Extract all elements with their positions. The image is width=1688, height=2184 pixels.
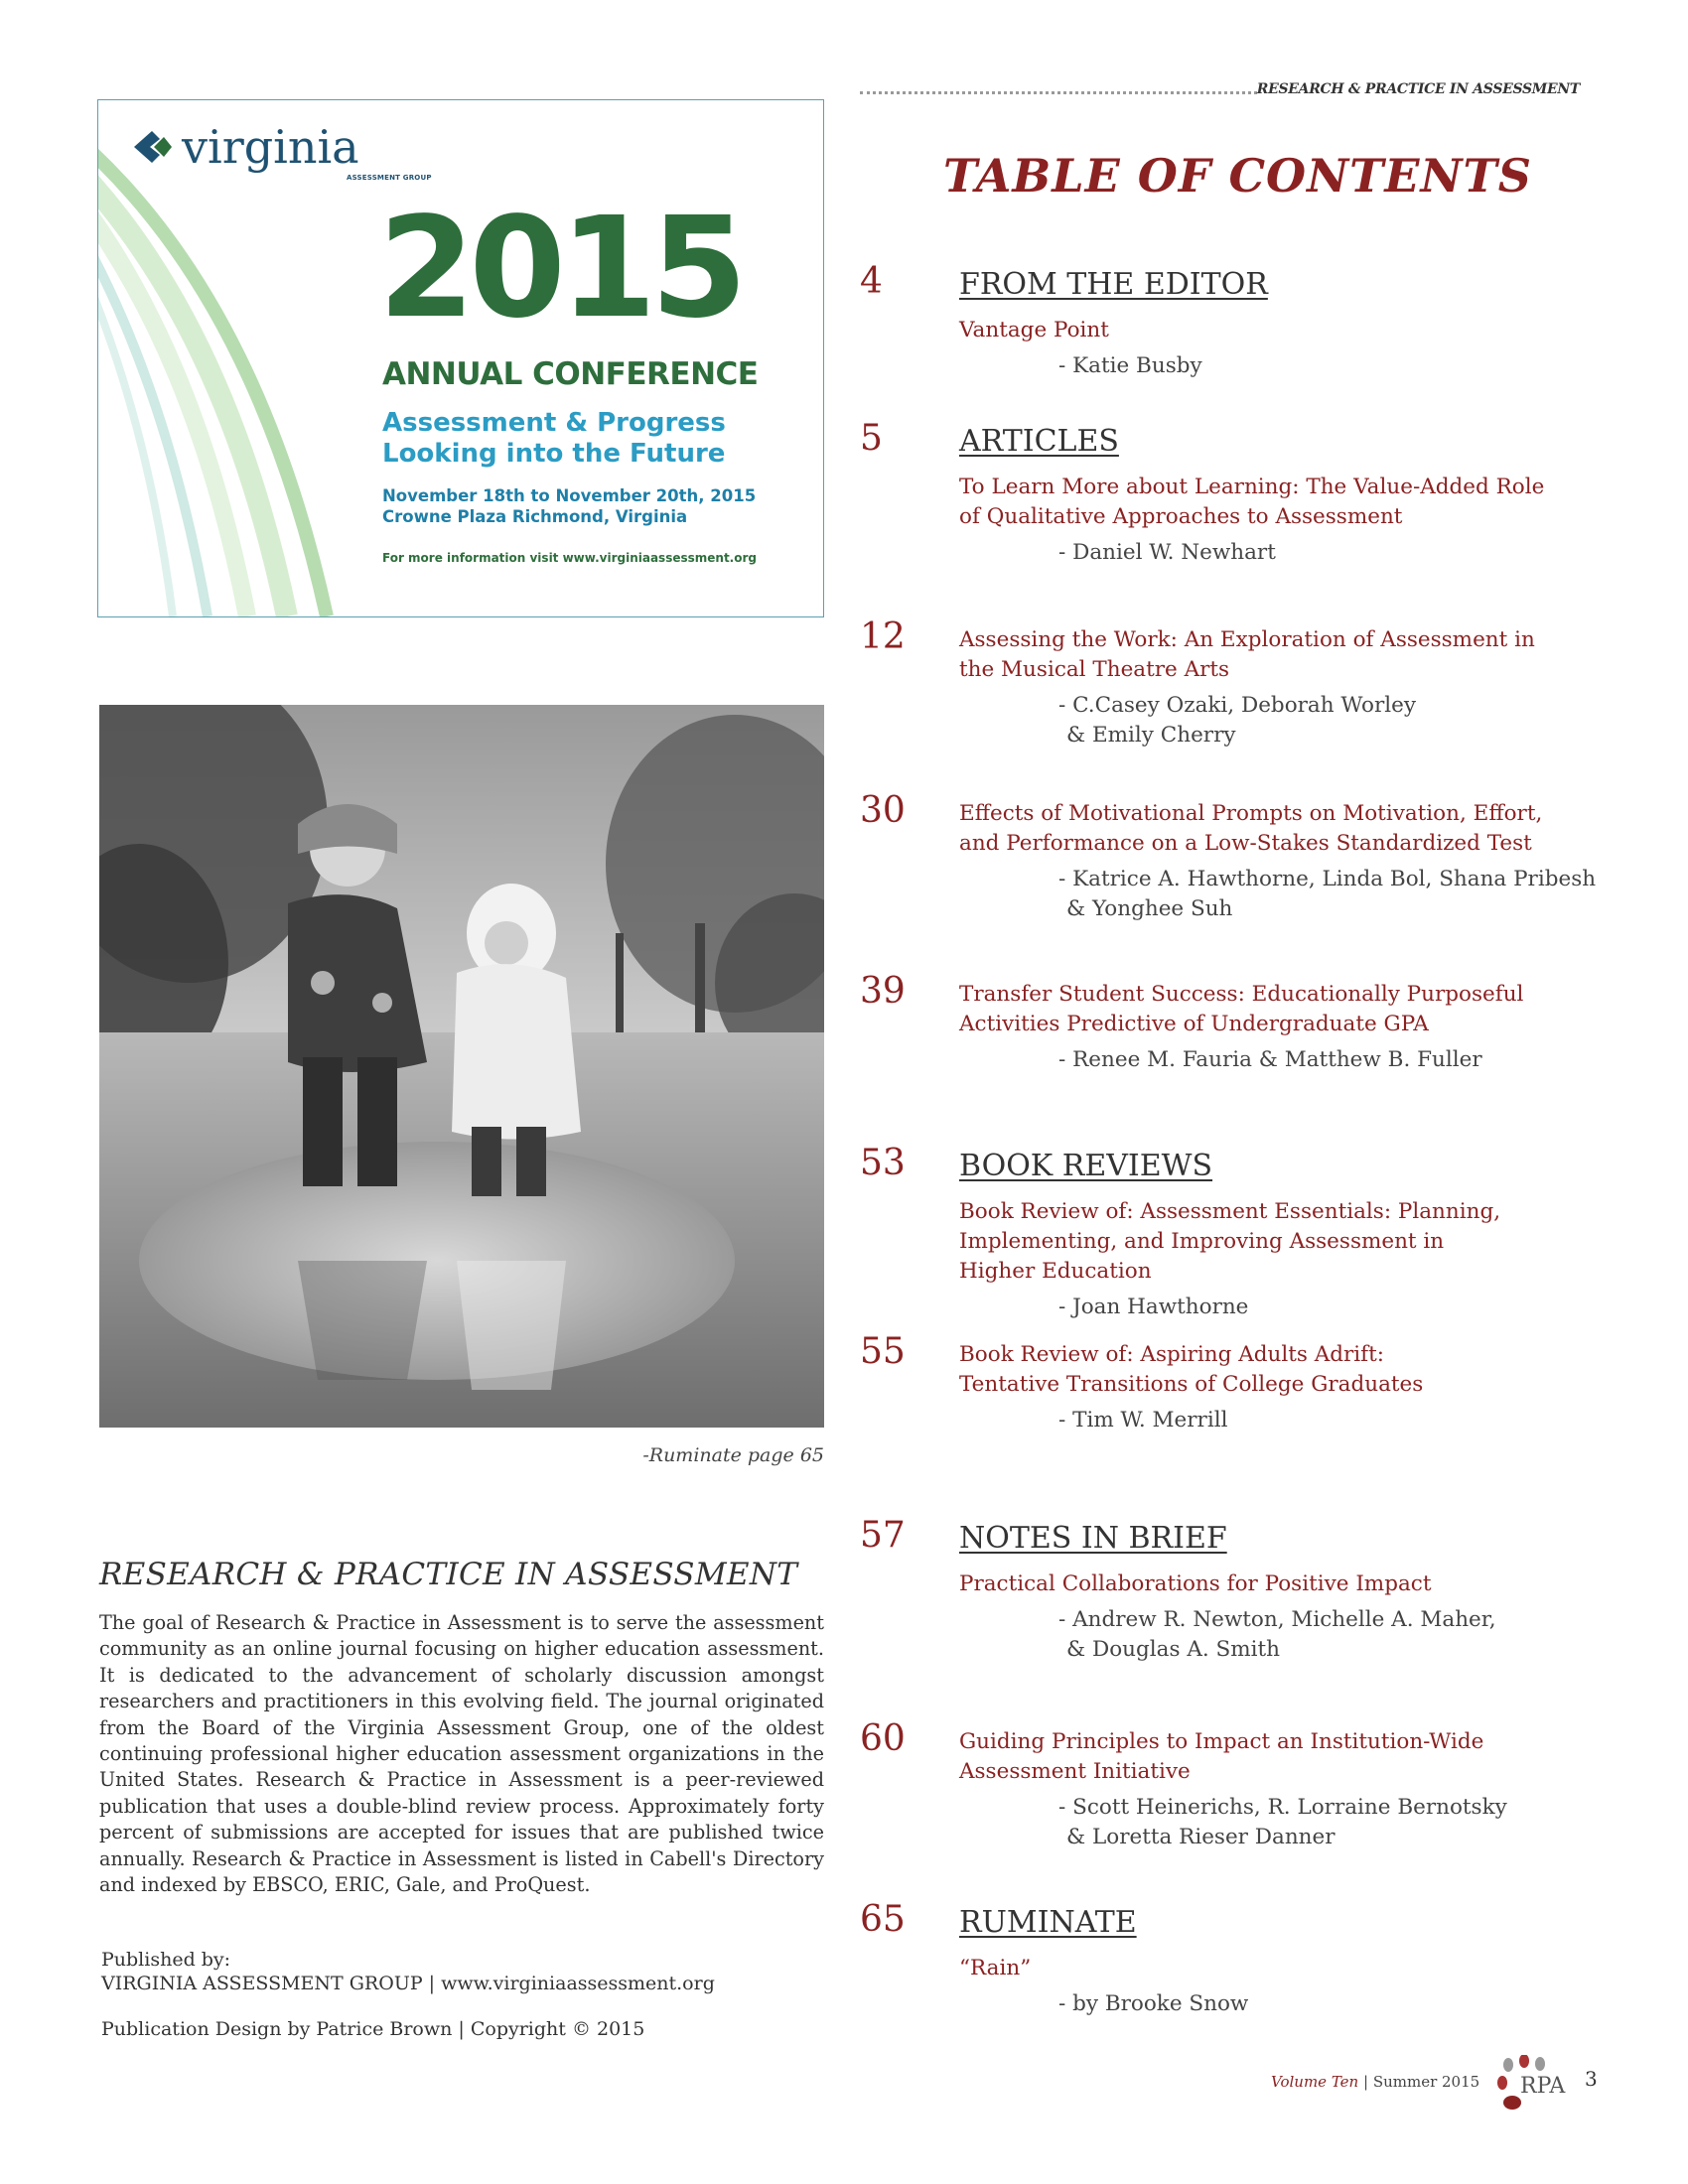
- running-header: [860, 81, 1580, 101]
- toc-article-title-line: Activities Predictive of Undergraduate GPA: [959, 1012, 1429, 1036]
- toc-article-title[interactable]: [959, 1197, 1595, 1287]
- toc-authors: [1058, 865, 1615, 924]
- toc-article-title-line: the Musical Theatre Arts: [959, 657, 1230, 682]
- toc-author-line: & Loretta Rieser Danner: [1066, 1825, 1336, 1849]
- toc-page-number: 65: [860, 1899, 906, 1940]
- theme-line-2: Looking into the Future: [382, 439, 726, 469]
- design-credits: Publication Design by Patrice Brown | Copyright © 2015: [101, 2018, 645, 2040]
- toc-author-line: - Scott Heinerichs, R. Lorraine Bernotsky: [1058, 1795, 1507, 1820]
- children-in-rain-photo: [99, 705, 824, 1428]
- conference-details: [382, 485, 756, 527]
- published-by-label: Published by:: [101, 1949, 231, 1971]
- toc-authors: [1058, 691, 1615, 751]
- conference-ad: [97, 99, 824, 617]
- toc-author-line: - Daniel W. Newhart: [1058, 540, 1276, 565]
- toc-page-number: 5: [860, 418, 883, 459]
- theme-line-1: Assessment & Progress: [382, 408, 726, 438]
- toc-article-title-line: of Qualitative Approaches to Assessment: [959, 504, 1403, 529]
- toc-author-line: - Renee M. Fauria & Matthew B. Fuller: [1058, 1047, 1482, 1072]
- virginia-logo-icon: [130, 125, 174, 169]
- toc-page-number: 4: [860, 261, 883, 302]
- header-dotted-rule: [860, 91, 1257, 94]
- toc-section-heading: FROM THE EDITOR: [959, 267, 1268, 302]
- toc-authors: [1058, 1605, 1615, 1665]
- toc-article-title[interactable]: [959, 1954, 1595, 1983]
- toc-article-title[interactable]: [959, 316, 1595, 345]
- toc-author-line: - Katrice A. Hawthorne, Linda Bol, Shana Pribesh: [1058, 867, 1597, 891]
- toc-section-heading: NOTES IN BRIEF: [959, 1521, 1227, 1556]
- toc-article-title-line: and Performance on a Low-Stakes Standardized Test: [959, 831, 1532, 856]
- toc-section-heading: BOOK REVIEWS: [959, 1149, 1213, 1183]
- toc-article-title-line: Assessing the Work: An Exploration of Assessment in: [959, 627, 1535, 652]
- toc-author-line: - by Brooke Snow: [1058, 1991, 1249, 2016]
- toc-page-number: 57: [860, 1515, 906, 1556]
- toc-page-number: 53: [860, 1143, 906, 1183]
- toc-article-title-line: Transfer Student Success: Educationally Purposeful: [959, 982, 1524, 1007]
- toc-article-title[interactable]: [959, 1727, 1595, 1787]
- toc-article-title-line: To Learn More about Learning: The Value-Added Role: [959, 475, 1545, 499]
- toc-article-title[interactable]: [959, 980, 1595, 1039]
- rpa-logo: [1494, 2055, 1574, 2115]
- toc-authors: [1058, 1793, 1615, 1852]
- toc-article-title-line: Guiding Principles to Impact an Institution-Wide: [959, 1729, 1484, 1754]
- page-number: 3: [1585, 2067, 1598, 2091]
- toc-article-title-line: Assessment Initiative: [959, 1759, 1191, 1784]
- toc-page-number: 39: [860, 971, 906, 1012]
- toc-author-line: & Emily Cherry: [1066, 723, 1236, 748]
- running-head-text: RESEARCH & PRACTICE IN ASSESSMENT: [1256, 81, 1580, 97]
- ruminate-photo: [99, 705, 824, 1428]
- toc-authors: [1058, 1045, 1615, 1075]
- toc-page-number: 30: [860, 790, 906, 831]
- toc-article-title-line: Vantage Point: [959, 318, 1109, 342]
- photo-caption: -Ruminate page 65: [642, 1444, 824, 1466]
- toc-author-line: - Andrew R. Newton, Michelle A. Maher,: [1058, 1607, 1496, 1632]
- toc-authors: [1058, 351, 1615, 381]
- toc-author-line: - Joan Hawthorne: [1058, 1295, 1249, 1319]
- virginia-logo: [130, 120, 359, 174]
- toc-authors: [1058, 1293, 1615, 1322]
- toc-section-heading: RUMINATE: [959, 1905, 1137, 1940]
- publisher-block: [101, 1948, 715, 1995]
- toc-author-line: - C.Casey Ozaki, Deborah Worley: [1058, 693, 1417, 718]
- publisher-name-link[interactable]: VIRGINIA ASSESSMENT GROUP | www.virginiaassessment.org: [101, 1973, 715, 1994]
- conference-year: 2015: [378, 188, 742, 349]
- conference-venue: Crowne Plaza Richmond, Virginia: [382, 507, 688, 526]
- toc-article-title-line: Practical Collaborations for Positive Impact: [959, 1571, 1432, 1596]
- toc-title: TABLE OF CONTENTS: [943, 149, 1532, 203]
- toc-author-line: & Yonghee Suh: [1066, 896, 1233, 921]
- toc-author-line: & Douglas A. Smith: [1066, 1637, 1280, 1662]
- rpa-logo-icon: [1494, 2055, 1574, 2115]
- conference-dates: November 18th to November 20th, 2015: [382, 486, 757, 505]
- toc-article-title-line: Implementing, and Improving Assessment in: [959, 1229, 1445, 1254]
- conference-theme: [382, 408, 726, 470]
- virginia-logo-text: virginia: [182, 120, 359, 174]
- toc-article-title-line: Tentative Transitions of College Graduates: [959, 1372, 1424, 1397]
- toc-article-title-line: “Rain”: [959, 1956, 1032, 1980]
- toc-author-line: - Katie Busby: [1058, 353, 1202, 378]
- about-body: The goal of Research & Practice in Assessment is to serve the assessment community as an online journal focusing on higher education assessment. It is dedicated to the advancement of scholarly discussion amongst researchers and practitioners in this evolving field. The journal originated from the Board of the Virginia Assessment Group, one of the oldest continuing professional higher education assessment organizations in the United States. Research & Practice in Assessment is a peer-reviewed publication that uses a double-blind review process. Approximately forty percent of submissions are accepted for issues that are published twice annually. Research & Practice in Assessment is listed in Cabell's Directory and indexed by EBSCO, ERIC, Gale, and ProQuest.: [99, 1611, 824, 1897]
- toc-section-heading: ARTICLES: [959, 424, 1119, 459]
- conference-name: ANNUAL CONFERENCE: [382, 356, 759, 392]
- toc-authors: [1058, 1406, 1615, 1435]
- toc-authors: [1058, 1989, 1615, 2019]
- toc-page-number: 60: [860, 1718, 906, 1759]
- toc-article-title-line: Effects of Motivational Prompts on Motivation, Effort,: [959, 801, 1543, 826]
- footer-separator: |: [1362, 2073, 1373, 2091]
- toc-article-title[interactable]: [959, 1570, 1595, 1599]
- toc-article-title[interactable]: [959, 799, 1595, 859]
- toc-page-number: 55: [860, 1331, 906, 1372]
- toc-article-title-line: Book Review of: Assessment Essentials: Planning,: [959, 1199, 1501, 1224]
- toc-page-number: 12: [860, 616, 906, 657]
- toc-article-title-line: Higher Education: [959, 1259, 1152, 1284]
- toc-article-title[interactable]: [959, 473, 1595, 532]
- toc-article-title-line: Book Review of: Aspiring Adults Adrift:: [959, 1342, 1385, 1367]
- toc-author-line: - Tim W. Merrill: [1058, 1408, 1228, 1433]
- toc-article-title[interactable]: [959, 625, 1595, 685]
- footer-issue-date: Summer 2015: [1372, 2073, 1480, 2091]
- virginia-logo-subtitle: ASSESSMENT GROUP: [347, 174, 432, 182]
- rpa-logo-text: RPA: [1520, 2074, 1566, 2099]
- about-title: RESEARCH & PRACTICE IN ASSESSMENT: [99, 1557, 798, 1592]
- footer-volume: Volume Ten: [1271, 2073, 1359, 2091]
- toc-article-title[interactable]: [959, 1340, 1595, 1400]
- footer-issue: [1271, 2073, 1479, 2091]
- conference-info-link[interactable]: For more information visit www.virginiaassessment.org: [382, 551, 757, 565]
- toc-authors: [1058, 538, 1615, 568]
